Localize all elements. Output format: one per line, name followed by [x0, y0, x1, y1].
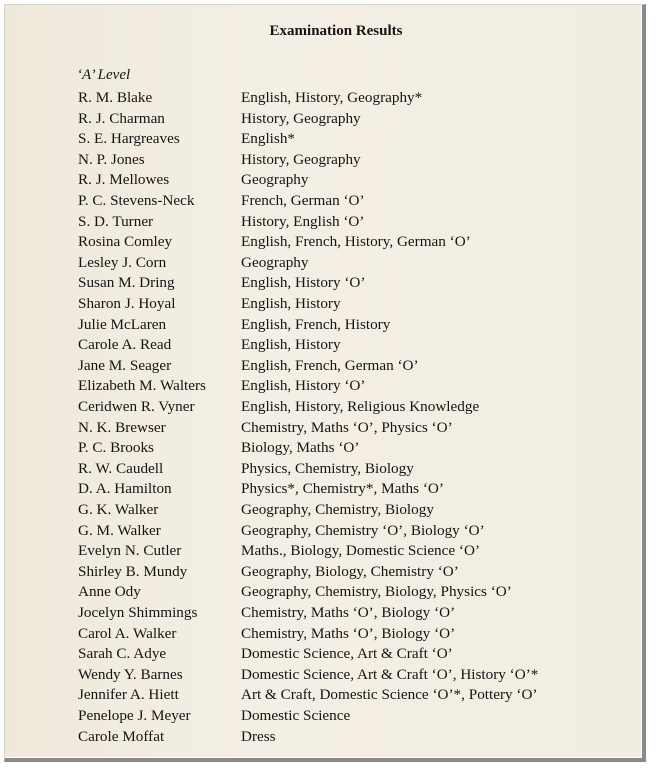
list-item — [5, 110, 641, 131]
list-item — [5, 254, 641, 275]
list-item — [5, 707, 641, 728]
document-page — [5, 5, 641, 757]
student-name: Wendy Y. Barnes — [78, 665, 183, 683]
list-item — [5, 274, 641, 295]
list-item — [5, 480, 641, 501]
list-item — [5, 666, 641, 687]
section-heading: ‘A’ Level — [77, 67, 131, 83]
subjects-passed: Geography, Chemistry, Biology — [241, 501, 434, 518]
subjects-passed: English, History — [241, 295, 341, 312]
list-item — [5, 130, 641, 151]
list-item — [5, 151, 641, 172]
subjects-passed: Domestic Science — [241, 707, 351, 724]
list-item — [5, 604, 641, 625]
student-name: R. M. Blake — [78, 89, 153, 106]
page-title: Examination Results — [269, 23, 403, 39]
list-item — [5, 645, 641, 666]
list-item — [5, 460, 641, 481]
list-item — [5, 233, 641, 254]
subjects-passed: English, French, History, German ‘O’ — [241, 233, 471, 251]
student-name: S. D. Turner — [78, 212, 154, 230]
subjects-passed: Art & Craft, Domestic Science ‘O’*, Pottery ‘O’ — [241, 686, 538, 704]
subjects-passed: Geography — [241, 171, 309, 189]
subjects-passed: English, History ‘O’ — [241, 377, 366, 395]
list-item — [5, 419, 641, 440]
subjects-passed: English, History ‘O’ — [241, 274, 366, 292]
student-name: Carol A. Walker — [78, 624, 177, 642]
student-name: R. W. Caudell — [78, 459, 164, 477]
list-item — [5, 171, 641, 192]
subjects-passed: Geography, Biology, Chemistry ‘O’ — [241, 562, 459, 580]
list-item — [5, 501, 641, 522]
subjects-passed: Chemistry, Maths ‘O’, Biology ‘O’ — [241, 624, 456, 642]
student-name: N. P. Jones — [78, 150, 145, 168]
student-name: Evelyn N. Cutler — [78, 542, 182, 560]
subjects-passed: Domestic Science, Art & Craft ‘O’ — [241, 645, 453, 663]
subjects-passed: Dress — [241, 727, 276, 745]
student-name: G. K. Walker — [78, 501, 159, 518]
subjects-passed: English, History, Religious Knowledge — [241, 398, 480, 415]
subjects-passed: Chemistry, Maths ‘O’, Biology ‘O’ — [241, 604, 456, 621]
student-name: S. E. Hargreaves — [78, 130, 180, 148]
student-name: Julie McLaren — [78, 315, 167, 333]
student-name: G. M. Walker — [78, 521, 161, 539]
student-name: P. C. Brooks — [78, 439, 154, 457]
student-name: Carole A. Read — [78, 336, 172, 354]
student-name: R. J. Charman — [78, 109, 165, 127]
list-item — [5, 336, 641, 357]
subjects-passed: English, History, Geography* — [241, 89, 423, 106]
list-item — [5, 213, 641, 234]
subjects-passed: English, History — [241, 336, 341, 354]
student-name: Penelope J. Meyer — [78, 707, 191, 724]
student-name: Jennifer A. Hiett — [78, 686, 179, 704]
subjects-passed: History, Geography — [241, 150, 361, 168]
subjects-passed: Physics, Chemistry, Biology — [241, 459, 414, 477]
subjects-passed: Geography, Chemistry, Biology, Physics ‘O’ — [241, 583, 512, 601]
student-name: Jane M. Seager — [78, 356, 172, 374]
list-item — [5, 377, 641, 398]
subjects-passed: Physics*, Chemistry*, Maths ‘O’ — [241, 480, 444, 498]
student-name: Lesley J. Corn — [78, 253, 167, 271]
student-name: Elizabeth M. Walters — [78, 377, 206, 395]
subjects-passed: English* — [241, 130, 296, 148]
list-item — [5, 295, 641, 316]
list-item — [5, 583, 641, 604]
list-item — [5, 316, 641, 337]
list-item — [5, 686, 641, 707]
student-name: N. K. Brewser — [78, 418, 166, 436]
subjects-passed: History, Geography — [241, 109, 361, 127]
list-item — [5, 439, 641, 460]
list-item — [5, 192, 641, 213]
student-name: Sharon J. Hoyal — [78, 295, 176, 312]
student-name: P. C. Stevens-Neck — [78, 192, 195, 209]
student-name: R. J. Mellowes — [78, 171, 170, 189]
student-name: Rosina Comley — [78, 233, 173, 251]
subjects-passed: Maths., Biology, Domestic Science ‘O’ — [241, 542, 481, 560]
student-name: Sarah C. Adye — [78, 645, 167, 663]
list-item — [5, 563, 641, 584]
list-item — [5, 625, 641, 646]
list-item — [5, 89, 641, 110]
student-name: Susan M. Dring — [78, 274, 175, 292]
student-name: Carole Moffat — [78, 727, 165, 745]
list-item — [5, 357, 641, 378]
subjects-passed: Domestic Science, Art & Craft ‘O’, History ‘O’* — [241, 665, 539, 683]
list-item — [5, 728, 641, 749]
student-name: Shirley B. Mundy — [78, 562, 188, 580]
subjects-passed: Biology, Maths ‘O’ — [241, 439, 360, 457]
subjects-passed: Chemistry, Maths ‘O’, Physics ‘O’ — [241, 418, 453, 436]
subjects-passed: English, French, German ‘O’ — [241, 356, 419, 374]
subjects-passed: English, French, History — [241, 315, 391, 333]
student-name: Ceridwen R. Vyner — [78, 398, 195, 415]
subjects-passed: French, German ‘O’ — [241, 192, 365, 209]
student-name: Jocelyn Shimmings — [78, 604, 198, 621]
subjects-passed: Geography — [241, 253, 309, 271]
subjects-passed: Geography, Chemistry ‘O’, Biology ‘O’ — [241, 521, 485, 539]
subjects-passed: History, English ‘O’ — [241, 212, 365, 230]
student-name: Anne Ody — [78, 583, 141, 601]
list-item — [5, 398, 641, 419]
list-item — [5, 542, 641, 563]
student-name: D. A. Hamilton — [78, 480, 172, 498]
list-item — [5, 522, 641, 543]
